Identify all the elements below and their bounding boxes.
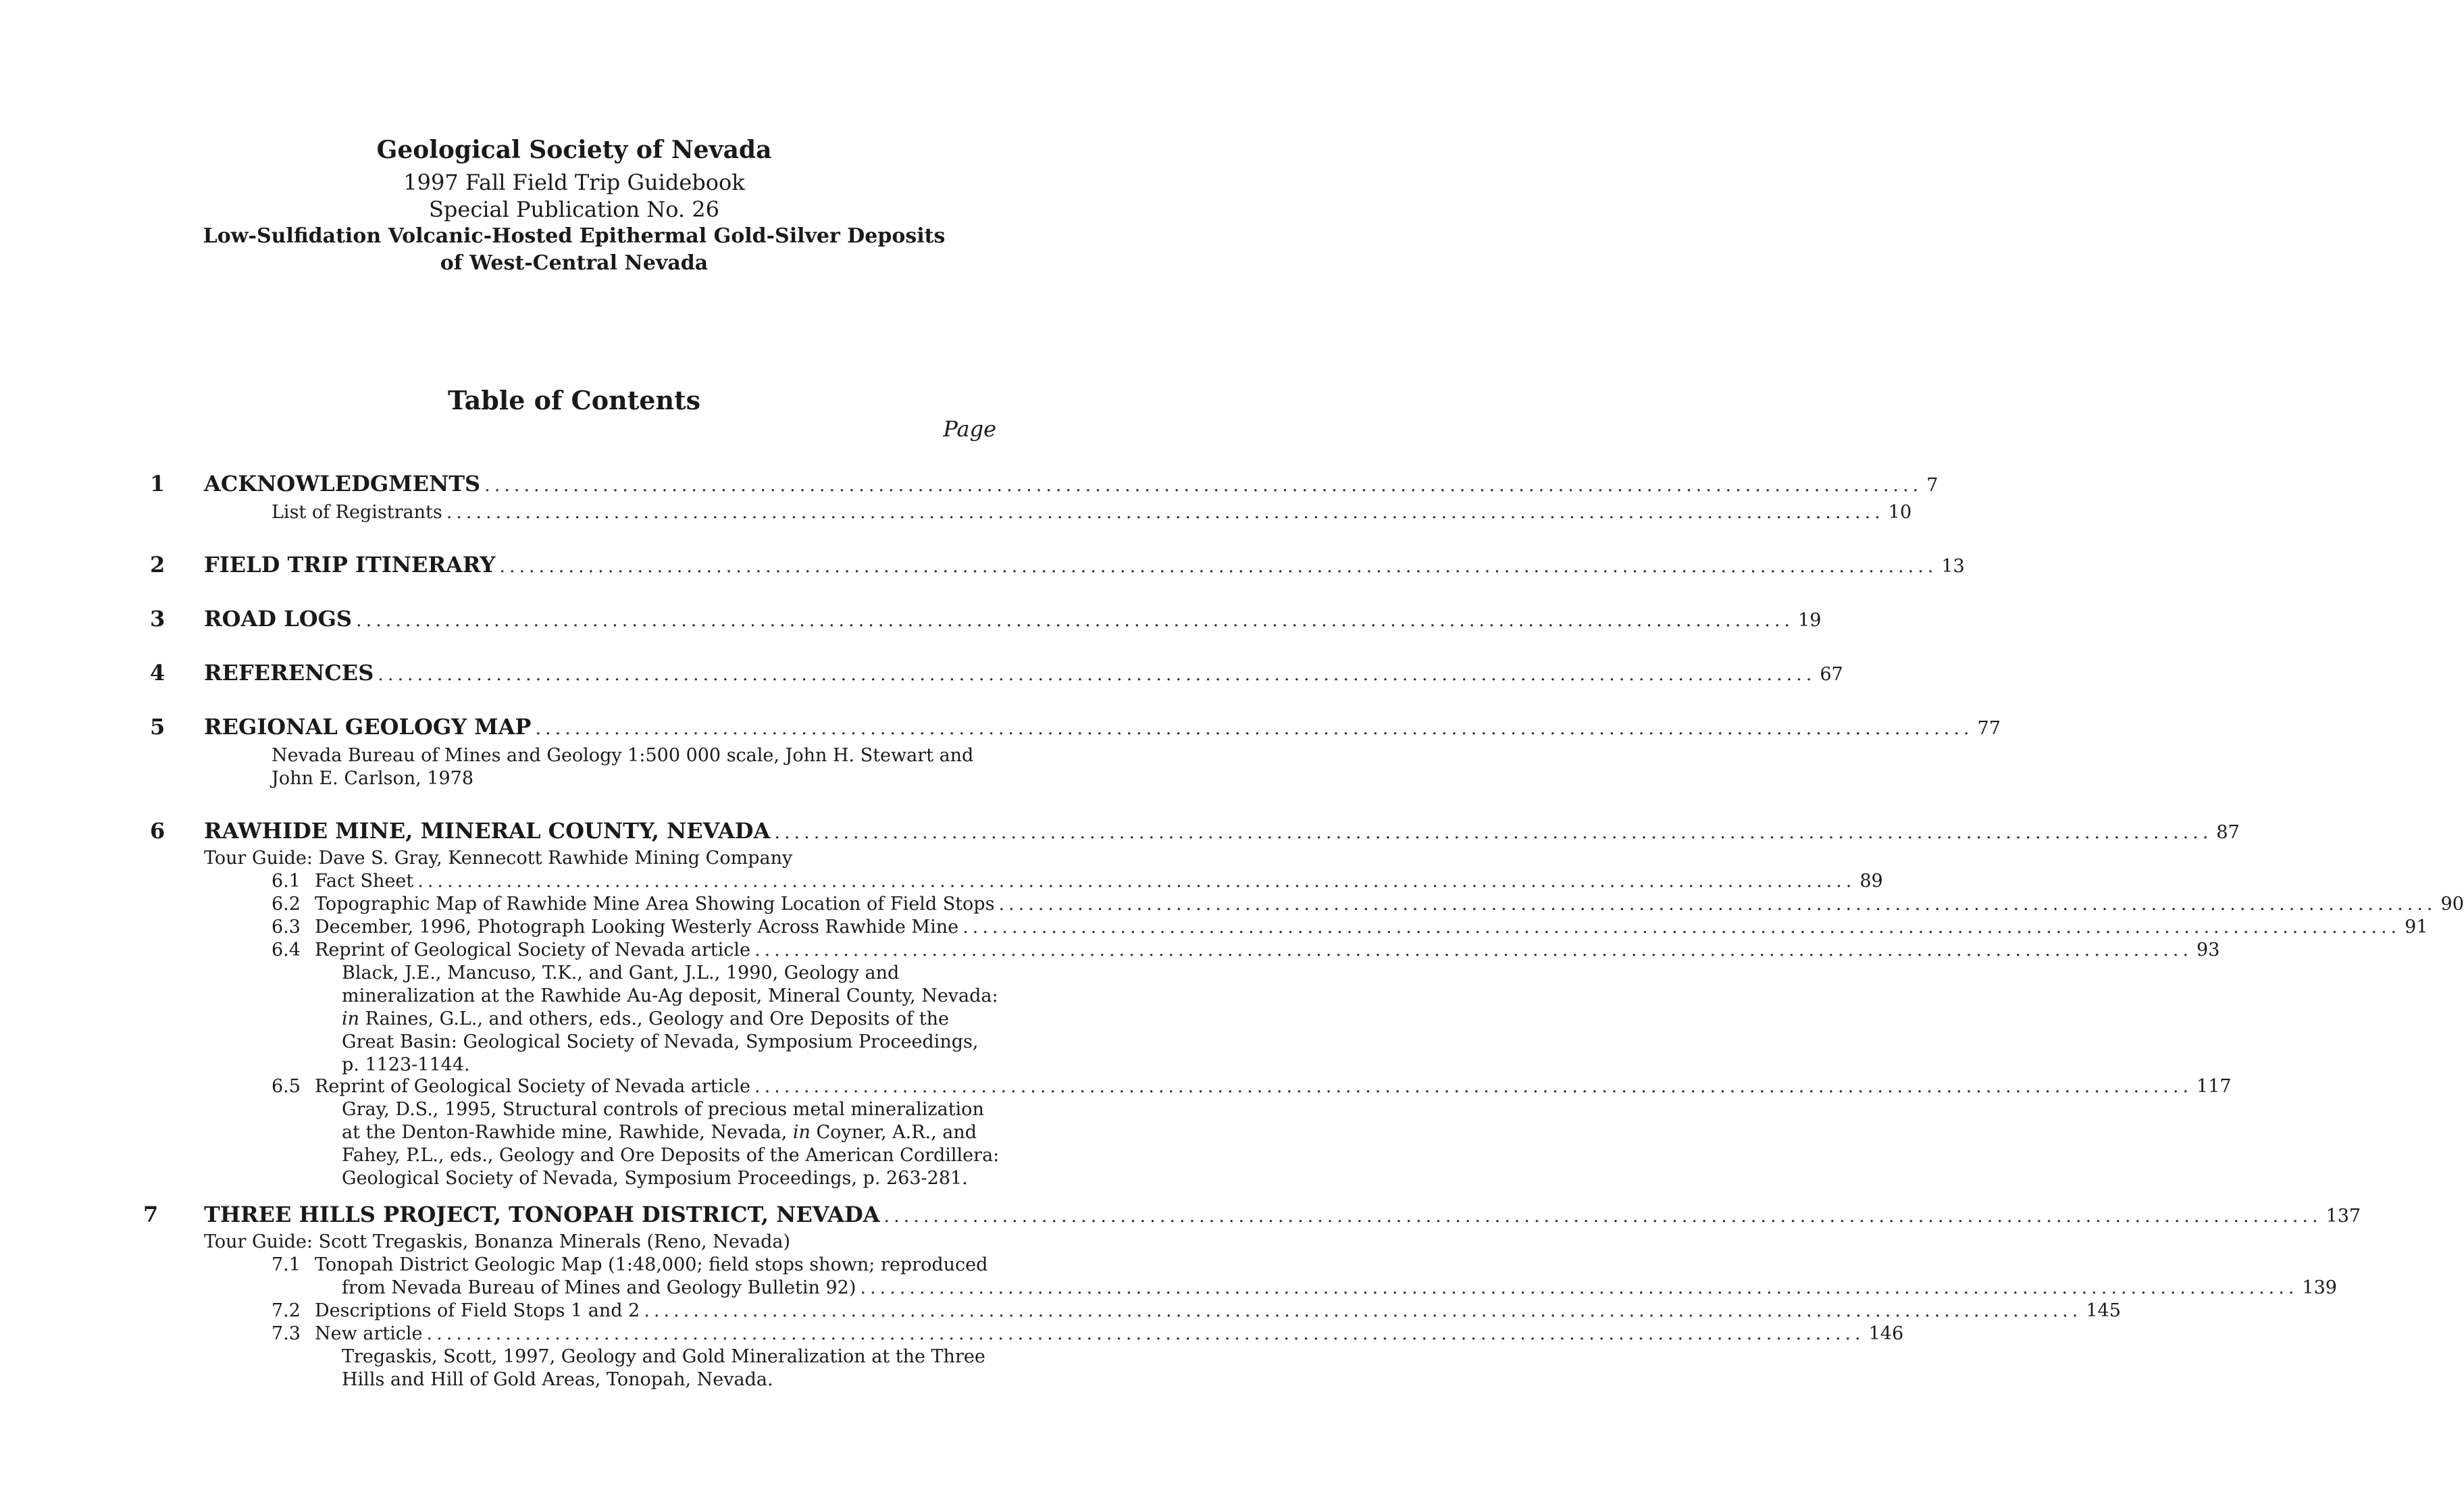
toc-entry-reprint-article[interactable] [315,1075,2232,1098]
entry-label: Reprint of Geological Society of Nevada article [315,1076,750,1097]
item-number: 6.5 [272,1076,301,1097]
entry-label: from Nevada Bureau of Mines and Geology Bulletin 92) [342,1277,856,1298]
toc-entry-topographic-map[interactable] [315,893,2464,916]
page-number: 77 [1977,718,2001,739]
section-number: 6 [150,818,165,844]
dot-leader: .................................................................................................................................................. [426,1323,1865,1344]
publication-title-line1: Low-Sulfidation Volcanic-Hosted Epithermal Gold-Silver Deposits [203,224,946,248]
citation-text: Coyner, A.R., and [810,1122,977,1143]
page-number: 19 [1798,610,1822,631]
citation-line: mineralization at the Rawhide Au-Ag deposit, Mineral County, Nevada: [342,985,998,1006]
citation-line: Great Basin: Geological Society of Nevada, Symposium Proceedings, [342,1031,979,1052]
toc-entry-new-article[interactable] [315,1323,1904,1346]
citation-text: Raines, G.L., and others, eds., Geology and Ore Deposits of the [359,1008,949,1029]
citation-line: Fahey, P.L., eds., Geology and Ore Deposits of the American Cordillera: [342,1145,1000,1166]
entry-label: Topographic Map of Rawhide Mine Area Showing Location of Field Stops [315,894,995,915]
toc-entry-rawhide-mine[interactable] [204,817,2240,846]
toc-entry-fact-sheet[interactable] [315,870,1883,893]
map-source-line1: Nevada Bureau of Mines and Geology 1:500 000 scale, John H. Stewart and [272,745,974,766]
entry-label: December, 1996, Photograph Looking Westerly Across Rawhide Mine [315,917,959,938]
map-source-line2: John E. Carlson, 1978 [272,768,473,789]
toc-title: Table of Contents [447,385,701,415]
dot-leader: .................................................................................................................................................. [962,917,2401,938]
entry-label: Tonopah District Geologic Map (1:48,000; field stops shown; reproduced [315,1254,988,1275]
toc-entry-reprint-article[interactable] [315,939,2220,962]
toc-entry-acknowledgments[interactable] [204,470,1939,499]
item-number: 6.1 [272,871,301,892]
toc-entry-regional-geology-map[interactable] [204,713,2001,742]
toc-entry-photograph[interactable] [315,916,2428,939]
page-number: 139 [2302,1277,2337,1298]
section-number: 5 [150,714,165,740]
entry-label: Descriptions of Field Stops 1 and 2 [315,1300,640,1321]
entry-label: Fact Sheet [315,871,414,892]
guidebook-title: 1997 Fall Field Trip Guidebook [403,170,745,195]
dot-leader: .................................................................................................................................................. [774,822,2213,843]
section-title: REGIONAL GEOLOGY MAP [204,714,532,740]
page-number: 117 [2197,1076,2232,1097]
italic-in: in [342,1008,360,1029]
section-title: ACKNOWLEDGMENTS [204,471,481,496]
page-number: 137 [2326,1206,2361,1227]
section-number: 4 [150,660,165,686]
section-title: FIELD TRIP ITINERARY [204,552,496,578]
citation-line: Gray, D.S., 1995, Structural controls of precious metal mineralization [342,1099,984,1120]
citation-line: Tregaskis, Scott, 1997, Geology and Gold Mineralization at the Three [342,1346,985,1367]
society-name: Geological Society of Nevada [376,136,772,164]
toc-entry-road-logs[interactable] [204,605,1822,634]
dot-leader: .................................................................................................................................................. [535,718,1974,739]
toc-entry-three-hills-project[interactable] [204,1201,2361,1230]
entry-label: New article [315,1323,423,1344]
reference-citation [342,1346,985,1391]
dot-leader: .................................................................................................................................................. [356,610,1795,631]
dot-leader: .................................................................................................................................................. [998,894,2437,915]
toc-entry-tonopah-geologic-map[interactable] [342,1277,2337,1300]
section-number: 1 [150,471,165,496]
section-number: 2 [150,552,165,578]
section-title: THREE HILLS PROJECT, TONOPAH DISTRICT, NEVADA [204,1202,880,1227]
item-number: 7.3 [272,1323,301,1344]
dot-leader: .................................................................................................................................................. [644,1300,2082,1321]
item-number: 7.1 [272,1254,301,1275]
citation-line: Hills and Hill of Gold Areas, Tonopah, Nevada. [342,1369,773,1390]
toc-entry-field-trip-itinerary[interactable] [204,551,1965,580]
section-title: REFERENCES [204,660,374,686]
item-number: 7.2 [272,1300,301,1321]
dot-leader: .................................................................................................................................................. [499,556,1938,577]
page-number: 67 [1820,664,1843,685]
publication-title-line2: of West-Central Nevada [440,251,709,275]
page-number: 90 [2440,894,2464,915]
item-number: 6.4 [272,940,301,960]
tour-guide: Tour Guide: Dave S. Gray, Kennecott Rawhide Mining Company [204,848,793,869]
citation-line [342,1008,998,1031]
dot-leader: .................................................................................................................................................. [883,1206,2322,1227]
toc-entry-references[interactable] [204,659,1843,688]
page-number: 87 [2216,822,2240,843]
dot-leader: .................................................................................................................................................. [484,475,1923,496]
citation-line [342,1121,999,1144]
reference-citation [342,962,998,1077]
reference-citation [342,1098,999,1190]
page-number: 10 [1888,502,1912,523]
toc-entry-field-stop-descriptions[interactable] [315,1300,2121,1323]
item-number: 6.3 [272,917,301,938]
tour-guide: Tour Guide: Scott Tregaskis, Bonanza Minerals (Reno, Nevada) [204,1231,791,1252]
citation-line: Geological Society of Nevada, Symposium Proceedings, p. 263-281. [342,1168,968,1189]
dot-leader: .................................................................................................................................................. [754,1076,2193,1097]
publication-number: Special Publication No. 26 [429,197,719,222]
page-number: 93 [2197,940,2220,960]
section-number: 3 [150,606,165,632]
section-title: RAWHIDE MINE, MINERAL COUNTY, NEVADA [204,818,771,844]
entry-label: List of Registrants [272,502,442,523]
section-title: ROAD LOGS [204,606,352,632]
dot-leader: .................................................................................................................................................. [446,502,1884,523]
item-number: 6.2 [272,894,301,915]
citation-line: p. 1123-1144. [342,1054,470,1075]
page-number: 146 [1868,1323,1904,1344]
page-number: 145 [2086,1300,2121,1321]
page-number: 91 [2405,917,2428,938]
citation-line: Black, J.E., Mancuso, T.K., and Gant, J.L., 1990, Geology and [342,963,900,983]
page-column-label: Page [943,416,996,442]
citation-text: at the Denton-Rawhide mine, Rawhide, Nevada, [342,1122,793,1143]
page-number: 13 [1941,556,1965,577]
entry-label: Reprint of Geological Society of Nevada article [315,940,750,960]
dot-leader: .................................................................................................................................................. [378,664,1816,685]
page-number: 89 [1859,871,1883,892]
section-number: 7 [143,1202,159,1227]
dot-leader: .................................................................................................................................................. [417,871,1856,892]
page-number: 7 [1926,475,1939,496]
dot-leader: .................................................................................................................................................. [860,1277,2299,1298]
italic-in: in [792,1122,811,1143]
dot-leader: .................................................................................................................................................. [754,940,2193,960]
toc-entry-list-of-registrants[interactable] [272,501,1912,524]
